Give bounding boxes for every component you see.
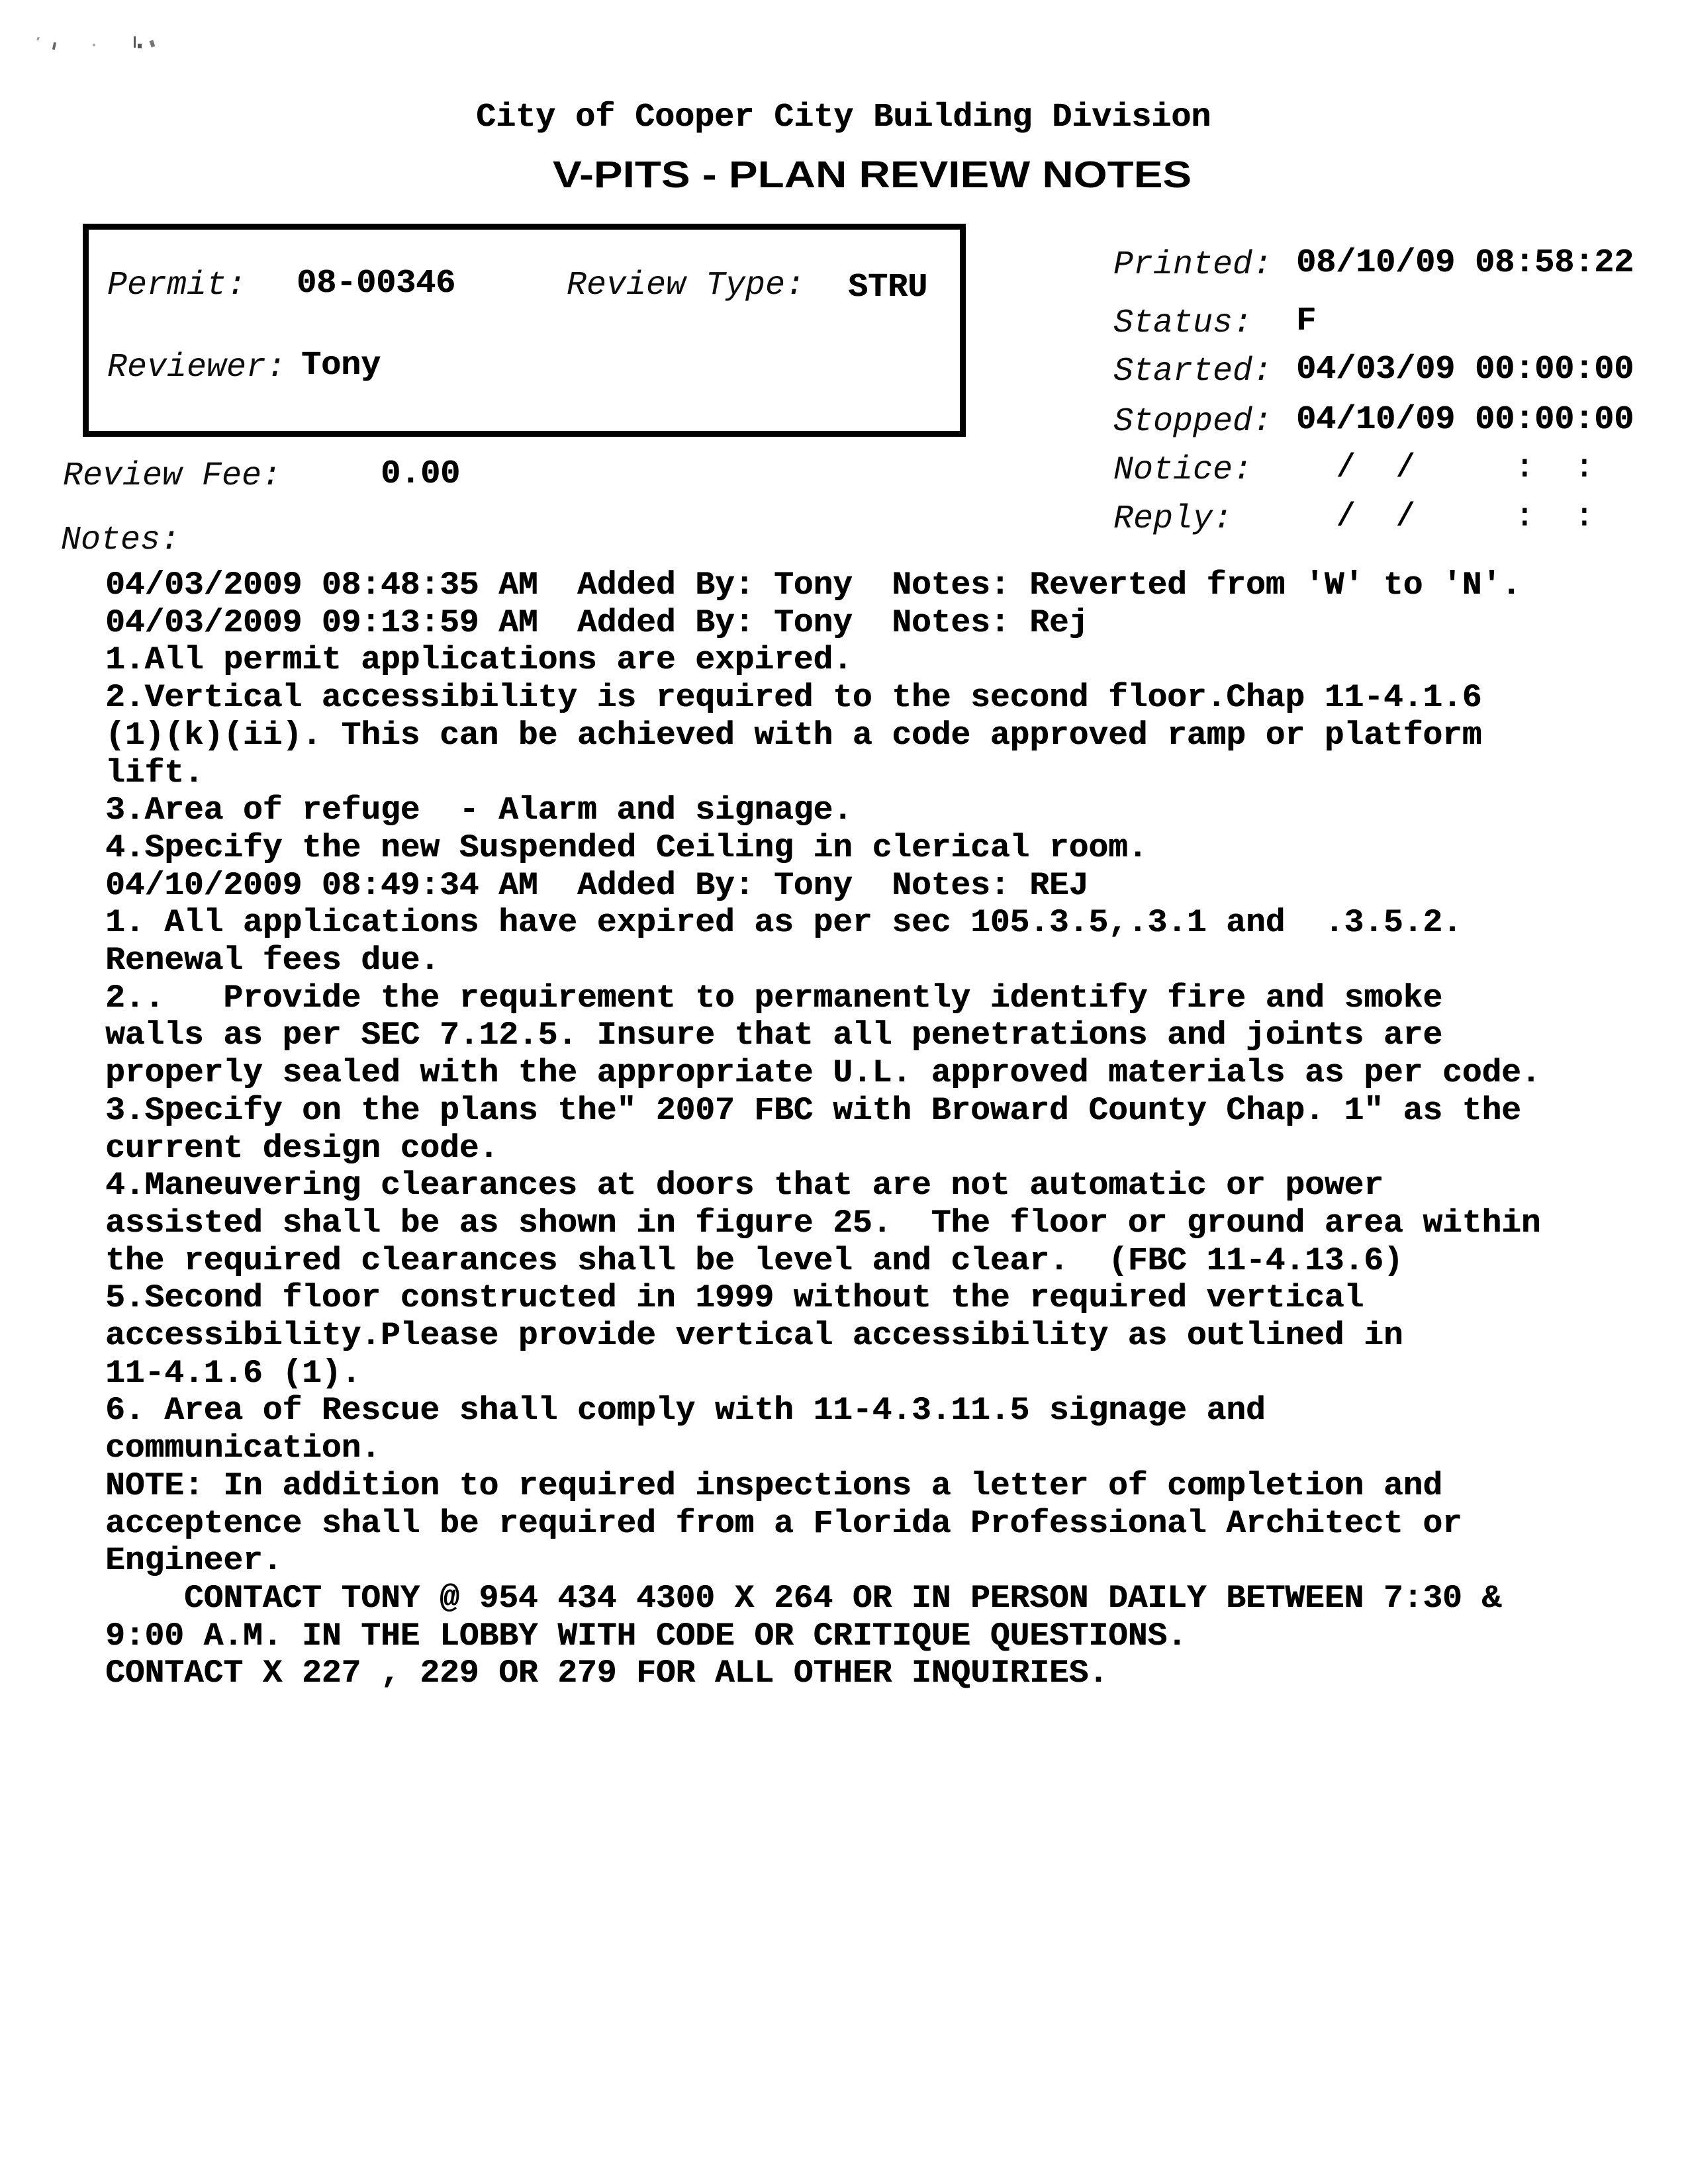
scan-artifact [138, 44, 142, 48]
started-value: 04/03/09 00:00:00 [1296, 351, 1634, 388]
notice-label: Notice: [1113, 451, 1253, 489]
review-fee-label: Review Fee: [63, 457, 282, 495]
scan-artifact [93, 44, 95, 46]
scan-artifact [134, 36, 136, 48]
notice-value: / / : : [1296, 449, 1595, 487]
scan-artifact [36, 37, 40, 41]
permit-number: 08-00346 [297, 265, 456, 302]
started-label: Started: [1113, 353, 1273, 390]
notes-label: Notes: [61, 522, 181, 559]
printed-label: Printed: [1113, 246, 1273, 284]
document-title: V-PITS - PLAN REVIEW NOTES [553, 154, 1192, 196]
scan-artifact [52, 42, 56, 50]
review-fee-value: 0.00 [381, 455, 461, 493]
notes-body: 04/03/2009 08:48:35 AM Added By: Tony Notes: Reverted from 'W' to 'N'. 04/03/2009 09:13:59 AM Added By: Tony Notes: Rej 1.All permit applications are expired. 2.Vertical accessibility is required to the second floor.Chap 11-4.1.6 (1)(k)(ii). This can be achieved with a code approved ramp or platform lift. 3.Area of refuge - Alarm and signage. 4.Specify the new Suspended Ceiling in clerical room. 04/10/2009 08:49:34 AM Added By: Tony Notes: REJ 1. All applications have expired as per sec 105.3.5,.3.1 and .3.5.2. Renewal fees due. 2.. Provide the requirement to permanently identify fire and smoke walls as per SEC 7.12.5. Insure that all penetrations and joints are properly sealed with the appropriate U.L. approved materials as per code. 3.Specify on the plans the" 2007 FBC with Broward County Chap. 1" as the current design code. 4.Maneuvering clearances at doors that are not automatic or power assisted shall be as shown in figure 25. The floor or ground area within the required clearances shall be level and clear. (FBC 11-4.13.6) 5.Second floor constructed in 1999 without the required vertical accessibility.Please provide vertical accessibility as outlined in 11-4.1.6 (1). 6. Area of Rescue shall comply with 11-4.3.11.5 signage and communication. NOTE: In addition to required inspections a letter of completion and acceptence shall be required from a Florida Professional Architect or Engineer. CONTACT TONY @ 954 434 4300 X 264 OR IN PERSON DAILY BETWEEN 7:30 & 9:00 A.M. IN THE LOBBY WITH CODE OR CRITIQUE QUESTIONS. CONTACT X 227 , 229 OR 279 FOR ALL OTHER INQUIRIES. [105, 567, 1541, 1692]
reply-value: / / : : [1296, 498, 1595, 536]
reply-label: Reply: [1113, 500, 1233, 538]
scan-artifact [150, 40, 156, 47]
printed-value: 08/10/09 08:58:22 [1296, 244, 1634, 282]
stopped-label: Stopped: [1113, 403, 1273, 441]
status-label: Status: [1113, 304, 1253, 342]
review-type-label: Review Type: [567, 267, 806, 304]
reviewer-label: Reviewer: [107, 349, 287, 387]
reviewer-name: Tony [301, 347, 381, 385]
permit-info-box [83, 224, 966, 437]
status-value: F [1296, 302, 1317, 340]
stopped-value: 04/10/09 00:00:00 [1296, 401, 1634, 439]
permit-label: Permit: [107, 267, 247, 304]
review-type-value: STRU [848, 269, 928, 306]
agency-name: City of Cooper City Building Division [476, 99, 1211, 136]
